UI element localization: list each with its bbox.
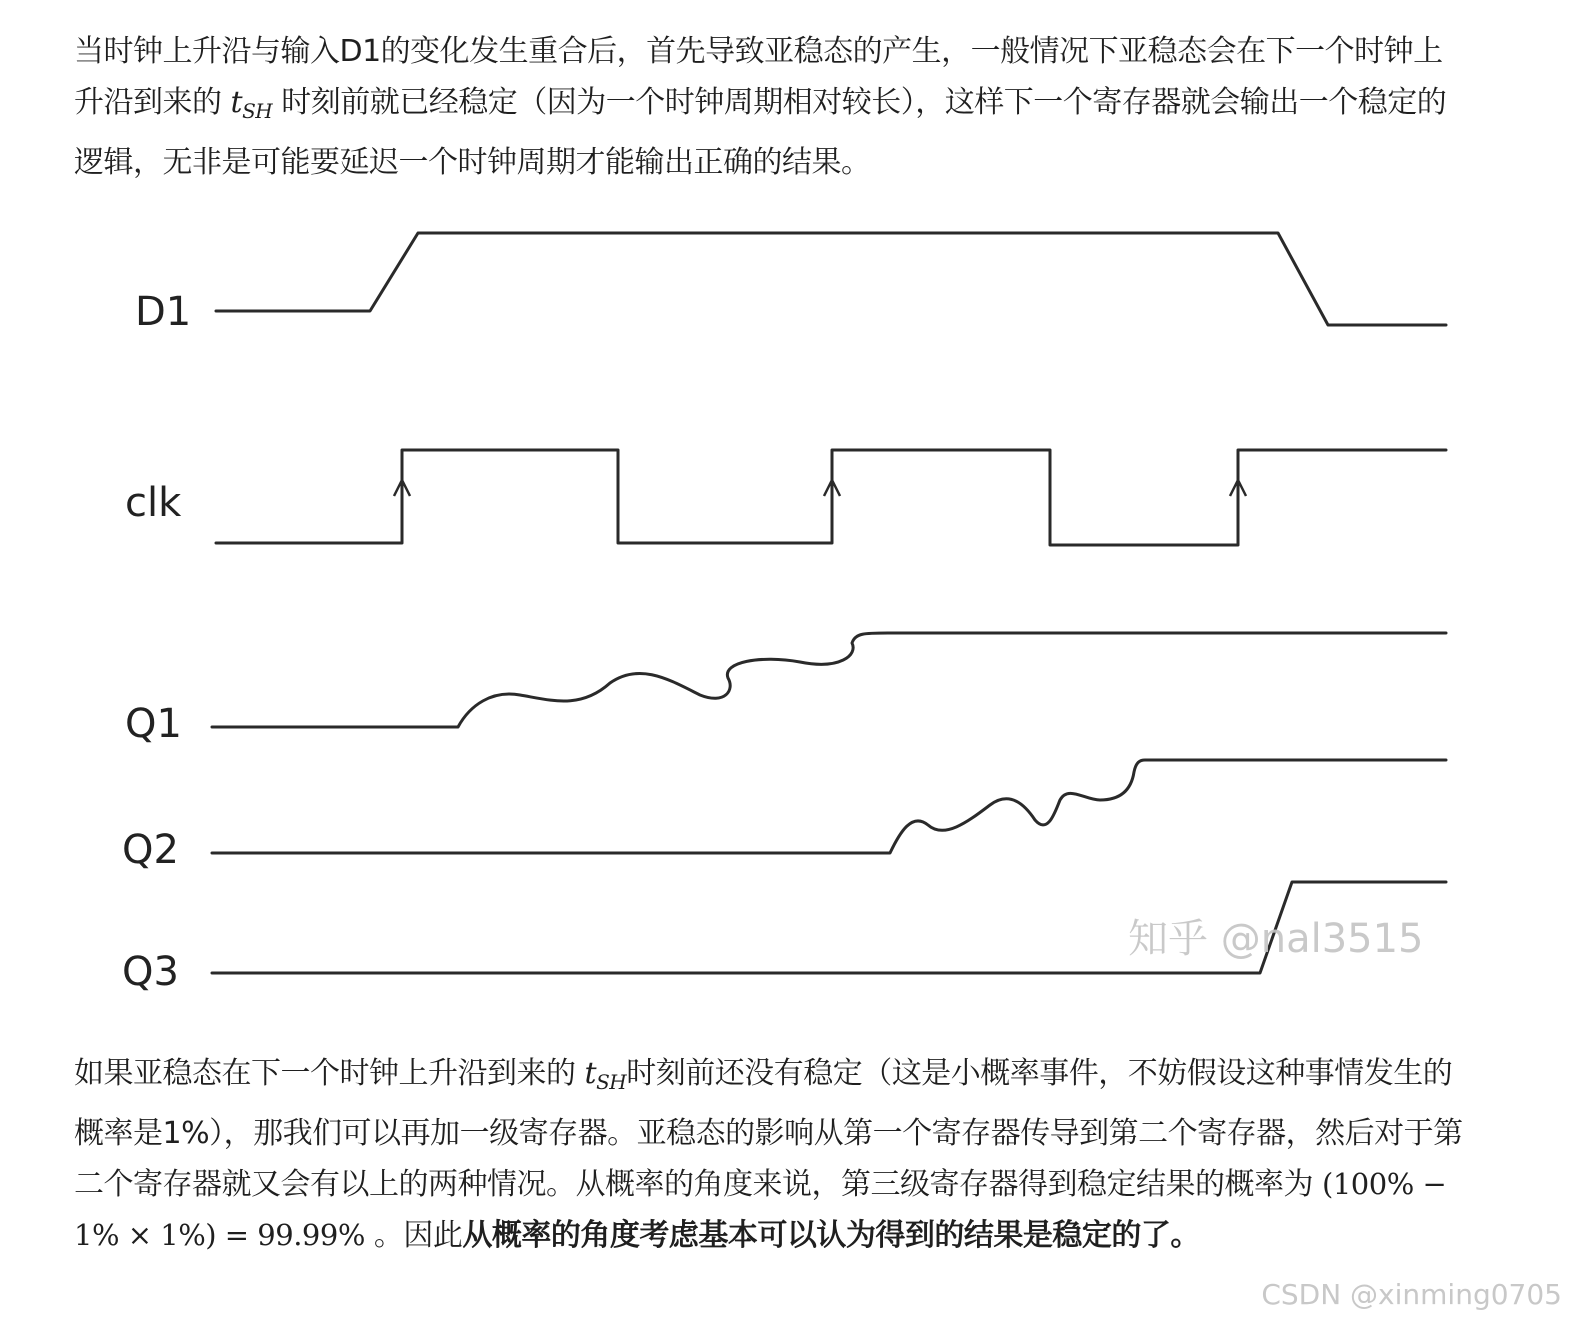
math-t-sh: $t_{SH}$ bbox=[584, 1056, 627, 1094]
probability-formula: (100% − 1% × 1%) = 99.99% bbox=[74, 1167, 1447, 1252]
bold-conclusion: 从概率的角度考虑基本可以认为得到的结果是稳定的了。 bbox=[462, 1218, 1200, 1253]
paragraph-text: 。因此 bbox=[364, 1218, 463, 1253]
waveform-clk bbox=[216, 450, 1446, 545]
signal-label-d1: D1 bbox=[135, 289, 192, 335]
paragraph-text: 时刻前就已经稳定（因为一个时钟周期相对较长），这样下一个寄存器就会输出一个稳定的逻辑，无非是可能要延迟一个时钟周期才能输出正确的结果。 bbox=[74, 85, 1447, 180]
csdn-watermark: CSDN @xinming0705 bbox=[1261, 1278, 1562, 1311]
paragraph-text: 如果亚稳态在下一个时钟上升沿到来的 bbox=[74, 1056, 585, 1091]
signal-label-clk: clk bbox=[125, 480, 182, 526]
signal-label-q3: Q3 bbox=[122, 949, 179, 995]
timing-diagram bbox=[0, 200, 1576, 1030]
paragraph-text: 时刻前还没有稳定（这是小概率事件，不妨假设这种事情发生的概率是1%），那我们可以再加一级寄存器。亚稳态的影响从第一个寄存器传导到第二个寄存器，然后对于第二个寄存器就又会有以上的两种情况。从概率的角度来说，第三级寄存器得到稳定结果的概率为 bbox=[74, 1056, 1463, 1202]
paragraph-probability bbox=[74, 1048, 1464, 1261]
signal-label-q1: Q1 bbox=[125, 701, 182, 747]
waveform-q2 bbox=[212, 760, 1446, 853]
paragraph-text: 当时钟上升沿与输入D1的变化发生重合后，首先导致亚稳态的产生，一般情况下亚稳态会在下一个时钟上升沿到来的 bbox=[74, 34, 1443, 120]
signal-label-q2: Q2 bbox=[122, 827, 179, 873]
paragraph-intro bbox=[74, 26, 1464, 188]
math-t-sh: $t_{SH}$ bbox=[230, 85, 273, 123]
zhihu-watermark: 知乎 @nal3515 bbox=[1128, 916, 1424, 962]
waveform-q1 bbox=[212, 633, 1446, 727]
waveform-d1 bbox=[216, 233, 1446, 325]
